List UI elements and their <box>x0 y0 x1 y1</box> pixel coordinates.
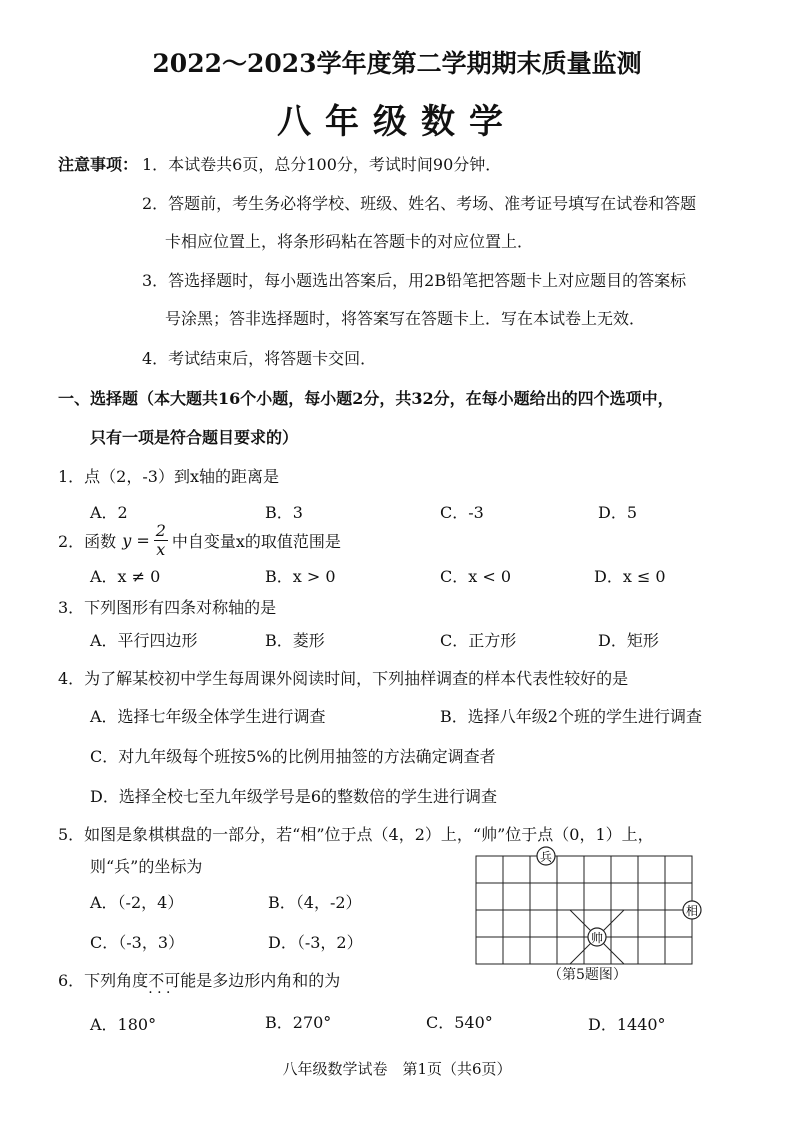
q1-option-a: A．2 <box>90 503 128 522</box>
q3-option-d: D．矩形 <box>598 631 659 650</box>
q5-option-a: A．（-2，4） <box>90 893 184 912</box>
q2-option-c: C．x < 0 <box>440 567 512 586</box>
q2-denominator: x <box>156 539 166 559</box>
q2-option-b: B．x > 0 <box>265 567 336 586</box>
q6-option-c: C．540° <box>426 1013 493 1032</box>
q4-option-b: B．选择八年级2个班的学生进行调查 <box>440 707 702 726</box>
q5-stem-cont: 则“兵”的坐标为 <box>90 857 203 876</box>
q6-stem-emphasis: 不可能 · · · <box>148 971 196 990</box>
q5-option-c: C．（-3，3） <box>90 933 185 952</box>
q5-option-b: B．（4，-2） <box>268 893 362 912</box>
q2-stem-post: 中自变量x的取值范围是 <box>171 531 341 551</box>
q2-option-d: D．x ≤ 0 <box>594 567 666 586</box>
notice-item-2-cont: 卡相应位置上，将条形码粘在答题卡的对应位置上． <box>165 232 534 251</box>
q6-option-b: B．270° <box>265 1013 332 1032</box>
exam-subject: 八年级数学 <box>277 102 517 142</box>
q1-stem: 1．点（2，-3）到x轴的距离是 <box>58 467 279 486</box>
q5-figure-caption: （第5题图） <box>548 967 627 983</box>
q6-stem-pre: 6．下列角度 <box>58 971 149 990</box>
q3-option-c: C．正方形 <box>440 631 517 650</box>
notice-label: 注意事项： <box>58 155 139 174</box>
q2-numerator: 2 <box>155 520 166 540</box>
q6-stem <box>58 968 340 991</box>
piece-shuai <box>588 928 606 946</box>
q4-option-d: D．选择全校七至九年级学号是6的整数倍的学生进行调查 <box>90 787 498 806</box>
q3-option-a: A．平行四边形 <box>90 631 198 650</box>
q3-stem: 3．下列图形有四条对称轴的是 <box>58 598 277 617</box>
notice-item-3-cont: 号涂黑；答非选择题时，将答案写在答题卡上．写在本试卷上无效． <box>165 309 646 328</box>
q2-option-a: A．x ≠ 0 <box>90 567 161 586</box>
chessboard-figure <box>470 846 710 966</box>
q2-y-eq: y = <box>122 530 150 550</box>
notice-item-3: 3．答选择题时，每小题选出答案后，用2B铅笔把答题卡上对应题目的答案标 <box>142 271 687 290</box>
q6-stem-post: 是多边形内角和的为 <box>196 971 341 990</box>
chessboard-grid <box>476 856 692 964</box>
piece-bing-label: 兵 <box>539 850 553 864</box>
q5-stem: 5．如图是象棋棋盘的一部分，若“相”位于点（4，2）上，“帅”位于点（0，1）上， <box>58 825 654 844</box>
q6-option-a: A．180° <box>90 1015 157 1034</box>
piece-shuai-label: 帅 <box>590 931 604 945</box>
notice-item-1: 1．本试卷共6页，总分100分，考试时间90分钟． <box>142 155 502 174</box>
q4-stem: 4．为了解某校初中学生每周课外阅读时间，下列抽样调查的样本代表性较好的是 <box>58 669 629 688</box>
piece-bing <box>537 847 555 865</box>
q2-fraction <box>154 522 168 559</box>
page-footer: 八年级数学试卷 第1页（共6页） <box>282 1060 512 1078</box>
q6-option-d: D．1440° <box>588 1015 666 1034</box>
notice-item-4: 4．考试结束后，将答题卡交回． <box>142 349 377 368</box>
q2-stem <box>58 520 341 560</box>
piece-xiang <box>683 901 701 919</box>
notice-item-2: 2．答题前，考生务必将学校、班级、姓名、考场、准考证号填写在试卷和答题 <box>142 194 697 213</box>
q4-option-c: C．对九年级每个班按5%的比例用抽签的方法确定调查者 <box>90 747 496 766</box>
q1-option-d: D．5 <box>598 503 638 522</box>
exam-title: 2022～2023学年度第二学期期末质量监测 <box>152 49 642 78</box>
q5-option-d: D．（-3，2） <box>268 933 363 952</box>
q1-option-c: C．-3 <box>440 503 484 522</box>
piece-xiang-label: 相 <box>685 904 699 918</box>
q3-option-b: B．菱形 <box>265 631 325 650</box>
q4-option-a: A．选择七年级全体学生进行调查 <box>90 707 326 726</box>
section-heading: 一、选择题（本大题共16个小题，每小题2分，共32分，在每小题给出的四个选项中， <box>58 389 674 408</box>
q2-stem-pre: 2．函数 <box>58 531 117 551</box>
q1-option-b: B．3 <box>265 503 303 522</box>
section-heading-cont: 只有一项是符合题目要求的） <box>90 428 299 447</box>
